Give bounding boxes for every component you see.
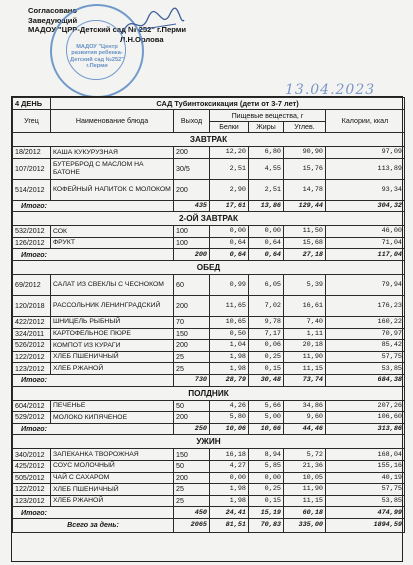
dish-carbs: 16,61 [284, 295, 326, 316]
total-fat: 15,19 [249, 507, 284, 519]
dish-carbs: 5,39 [284, 274, 326, 295]
dish-protein: 10,65 [210, 316, 249, 328]
recipe-number: 123/2012 [13, 495, 51, 507]
dish-kcal: 46,00 [326, 226, 405, 238]
dish-kcal: 97,09 [326, 147, 405, 159]
total-weight: 250 [174, 423, 210, 435]
dish-carbs: 11,90 [284, 351, 326, 363]
total-kcal: 684,38 [326, 374, 405, 386]
recipe-number: 324/2011 [13, 328, 51, 340]
dish-weight: 50 [174, 400, 210, 412]
dish-carbs: 11,90 [284, 484, 326, 496]
recipe-number: 505/2012 [13, 472, 51, 484]
dish-row [13, 412, 405, 424]
grand-total-row [13, 518, 405, 532]
dish-row [13, 179, 405, 200]
dish-carbs: 5,72 [284, 449, 326, 461]
menu-title: САД Тубинтоксикация (дети от 3-7 лет) [51, 98, 405, 110]
col-fat-header: Жиры [249, 122, 284, 133]
dish-row [13, 351, 405, 363]
dish-name: КАША КУКУРУЗНАЯ [51, 147, 174, 159]
grand-total-weight: 2065 [174, 518, 210, 532]
recipe-number: 425/2012 [13, 460, 51, 472]
dish-protein: 1,98 [210, 495, 249, 507]
total-carbs: 60,18 [284, 507, 326, 519]
dish-weight: 200 [174, 179, 210, 200]
recipe-number: 126/2012 [13, 237, 51, 249]
dish-row [13, 237, 405, 249]
dish-weight: 200 [174, 340, 210, 352]
meal-header-row [13, 386, 405, 400]
meal-total-row [13, 249, 405, 261]
dish-fat: 0,15 [249, 495, 284, 507]
meal-total-row [13, 374, 405, 386]
menu-table-frame [11, 96, 403, 562]
dish-carbs: 14,78 [284, 179, 326, 200]
dish-row [13, 340, 405, 352]
dish-kcal: 155,16 [326, 460, 405, 472]
dish-kcal: 53,85 [326, 495, 405, 507]
dish-name: КОМПОТ ИЗ КУРАГИ [51, 340, 174, 352]
grand-total-protein: 81,51 [210, 518, 249, 532]
dish-weight: 25 [174, 484, 210, 496]
dish-kcal: 40,19 [326, 472, 405, 484]
dish-kcal: 57,75 [326, 484, 405, 496]
dish-carbs: 10,05 [284, 472, 326, 484]
dish-fat: 6,05 [249, 274, 284, 295]
total-label: Итого: [13, 249, 174, 261]
recipe-number: 604/2012 [13, 400, 51, 412]
dish-weight: 150 [174, 449, 210, 461]
day-label: 4 ДЕНЬ [13, 98, 51, 110]
dish-kcal: 53,85 [326, 363, 405, 375]
dish-name: МОЛОКО КИПЯЧЕНОЕ [51, 412, 174, 424]
recipe-number: 422/2012 [13, 316, 51, 328]
dish-fat: 8,94 [249, 449, 284, 461]
dish-kcal: 85,42 [326, 340, 405, 352]
meal-header-row [13, 435, 405, 449]
dish-weight: 200 [174, 412, 210, 424]
total-carbs: 27,18 [284, 249, 326, 261]
dish-protein: 0,00 [210, 472, 249, 484]
meal-header-row [13, 260, 405, 274]
dish-weight: 200 [174, 147, 210, 159]
dish-protein: 1,04 [210, 340, 249, 352]
dish-carbs: 15,76 [284, 158, 326, 179]
col-kcal-header: Калории, ккал [326, 110, 405, 133]
recipe-number: 122/2012 [13, 351, 51, 363]
dish-name: ФРУКТ [51, 237, 174, 249]
dish-weight: 25 [174, 495, 210, 507]
dish-name: КАРТОФЕЛЬНОЕ ПЮРЕ [51, 328, 174, 340]
dish-name: ХЛЕБ ПШЕНИЧНЫЙ [51, 351, 174, 363]
dish-name: РАССОЛЬНИК ЛЕНИНГРАДСКИЙ [51, 295, 174, 316]
total-kcal: 474,99 [326, 507, 405, 519]
grand-total-carbs: 335,00 [284, 518, 326, 532]
total-weight: 435 [174, 200, 210, 212]
dish-row [13, 449, 405, 461]
recipe-number: 514/2012 [13, 179, 51, 200]
dish-kcal: 176,23 [326, 295, 405, 316]
meal-header-row [13, 133, 405, 147]
dish-row [13, 460, 405, 472]
meal-title: ЗАВТРАК [13, 133, 405, 147]
meal-total-row [13, 423, 405, 435]
dish-weight: 150 [174, 328, 210, 340]
approval-line: МАДОУ "ЦРР-Детский сад № 252" г.Перми [28, 25, 187, 35]
dish-name: СОУС МОЛОЧНЫЙ [51, 460, 174, 472]
total-carbs: 73,74 [284, 374, 326, 386]
dish-kcal: 93,34 [326, 179, 405, 200]
dish-kcal: 70,97 [326, 328, 405, 340]
dish-name: ПЕЧЕНЬЕ [51, 400, 174, 412]
grand-total-fat: 70,83 [249, 518, 284, 532]
dish-fat: 4,55 [249, 158, 284, 179]
col-recipe-header: Угец [13, 110, 51, 133]
total-fat: 10,66 [249, 423, 284, 435]
dish-kcal: 168,04 [326, 449, 405, 461]
dish-name: ЧАЙ С САХАРОМ [51, 472, 174, 484]
recipe-number: 340/2012 [13, 449, 51, 461]
dish-carbs: 7,40 [284, 316, 326, 328]
total-protein: 17,61 [210, 200, 249, 212]
dish-row [13, 295, 405, 316]
dish-row [13, 400, 405, 412]
dish-protein: 0,99 [210, 274, 249, 295]
dish-fat: 0,06 [249, 340, 284, 352]
total-protein: 28,79 [210, 374, 249, 386]
dish-protein: 0,50 [210, 328, 249, 340]
approval-line: Согласовано [28, 6, 78, 15]
dish-protein: 2,51 [210, 158, 249, 179]
dish-protein: 0,00 [210, 226, 249, 238]
dish-carbs: 20,18 [284, 340, 326, 352]
dish-protein: 12,20 [210, 147, 249, 159]
dish-fat: 0,00 [249, 472, 284, 484]
meal-title: 2-ОЙ ЗАВТРАК [13, 212, 405, 226]
dish-weight: 70 [174, 316, 210, 328]
dish-carbs: 90,90 [284, 147, 326, 159]
recipe-number: 123/2012 [13, 363, 51, 375]
date-stamp: 13.04.2023 [285, 82, 376, 98]
dish-weight: 30/5 [174, 158, 210, 179]
dish-weight: 100 [174, 226, 210, 238]
dish-weight: 25 [174, 363, 210, 375]
total-fat: 0,64 [249, 249, 284, 261]
dish-weight: 50 [174, 460, 210, 472]
approval-line: Л.Н.Орлова [120, 34, 164, 44]
col-weight-header: Выход [174, 110, 210, 133]
meal-total-row [13, 200, 405, 212]
signature [118, 4, 188, 44]
dish-fat: 5,00 [249, 412, 284, 424]
dish-kcal: 207,26 [326, 400, 405, 412]
dish-name: САЛАТ ИЗ СВЕКЛЫ С ЧЕСНОКОМ [51, 274, 174, 295]
total-protein: 0,64 [210, 249, 249, 261]
dish-row [13, 484, 405, 496]
col-protein-header: Белки [210, 122, 249, 133]
dish-protein: 4,27 [210, 460, 249, 472]
dish-carbs: 21,36 [284, 460, 326, 472]
dish-fat: 7,17 [249, 328, 284, 340]
dish-protein: 0,64 [210, 237, 249, 249]
dish-weight: 25 [174, 351, 210, 363]
dish-carbs: 9,60 [284, 412, 326, 424]
dish-fat: 9,78 [249, 316, 284, 328]
dish-fat: 7,02 [249, 295, 284, 316]
dish-name: ХЛЕБ РЖАНОЙ [51, 363, 174, 375]
menu-table [12, 97, 405, 533]
meal-title: УЖИН [13, 435, 405, 449]
dish-name: БУТЕРБРОД С МАСЛОМ НА БАТОНЕ [51, 158, 174, 179]
dish-row [13, 274, 405, 295]
dish-kcal: 71,04 [326, 237, 405, 249]
dish-row [13, 363, 405, 375]
dish-row [13, 495, 405, 507]
dish-fat: 0,25 [249, 351, 284, 363]
total-label: Итого: [13, 200, 174, 212]
total-kcal: 313,86 [326, 423, 405, 435]
dish-protein: 1,98 [210, 351, 249, 363]
dish-carbs: 15,68 [284, 237, 326, 249]
dish-row [13, 472, 405, 484]
dish-name: ШНИЦЕЛЬ РЫБНЫЙ [51, 316, 174, 328]
dish-row [13, 147, 405, 159]
dish-fat: 0,25 [249, 484, 284, 496]
col-nutrients-header: Пищевые вещества, г [210, 110, 326, 122]
grand-total-label: Всего за день: [13, 518, 174, 532]
dish-fat: 0,15 [249, 363, 284, 375]
dish-fat: 0,64 [249, 237, 284, 249]
dish-protein: 2,90 [210, 179, 249, 200]
dish-kcal: 113,89 [326, 158, 405, 179]
dish-carbs: 11,15 [284, 363, 326, 375]
dish-weight: 200 [174, 295, 210, 316]
total-carbs: 129,44 [284, 200, 326, 212]
dish-kcal: 79,94 [326, 274, 405, 295]
total-label: Итого: [13, 374, 174, 386]
total-carbs: 44,46 [284, 423, 326, 435]
total-fat: 13,86 [249, 200, 284, 212]
dish-row [13, 226, 405, 238]
col-name-header: Наименование блюда [51, 110, 174, 133]
total-label: Итого: [13, 423, 174, 435]
dish-name: СОК [51, 226, 174, 238]
dish-protein: 4,26 [210, 400, 249, 412]
dish-row [13, 316, 405, 328]
dish-protein: 1,98 [210, 484, 249, 496]
stamp-text: МАДОУ "Центр развития ребенка-Детский сад №252" г.Перми [70, 44, 124, 70]
dish-fat: 2,51 [249, 179, 284, 200]
dish-weight: 100 [174, 237, 210, 249]
total-protein: 24,41 [210, 507, 249, 519]
recipe-number: 526/2012 [13, 340, 51, 352]
total-weight: 450 [174, 507, 210, 519]
recipe-number: 532/2012 [13, 226, 51, 238]
recipe-number: 18/2012 [13, 147, 51, 159]
dish-carbs: 1,11 [284, 328, 326, 340]
dish-fat: 0,00 [249, 226, 284, 238]
meal-title: ОБЕД [13, 260, 405, 274]
recipe-number: 107/2012 [13, 158, 51, 179]
recipe-number: 529/2012 [13, 412, 51, 424]
total-kcal: 304,32 [326, 200, 405, 212]
total-fat: 30,48 [249, 374, 284, 386]
dish-row [13, 328, 405, 340]
meal-title: ПОЛДНИК [13, 386, 405, 400]
dish-name: ХЛЕБ ПШЕНИЧНЫЙ [51, 484, 174, 496]
recipe-number: 120/2018 [13, 295, 51, 316]
dish-fat: 5,85 [249, 460, 284, 472]
meal-header-row [13, 212, 405, 226]
total-label: Итого: [13, 507, 174, 519]
col-carbs-header: Углев. [284, 122, 326, 133]
dish-fat: 6,80 [249, 147, 284, 159]
dish-kcal: 160,22 [326, 316, 405, 328]
dish-weight: 200 [174, 472, 210, 484]
dish-protein: 5,80 [210, 412, 249, 424]
dish-protein: 1,98 [210, 363, 249, 375]
dish-name: ХЛЕБ РЖАНОЙ [51, 495, 174, 507]
dish-kcal: 106,60 [326, 412, 405, 424]
dish-fat: 5,66 [249, 400, 284, 412]
total-protein: 10,06 [210, 423, 249, 435]
grand-total-kcal: 1894,59 [326, 518, 405, 532]
total-weight: 730 [174, 374, 210, 386]
dish-kcal: 57,75 [326, 351, 405, 363]
recipe-number: 122/2012 [13, 484, 51, 496]
dish-name: КОФЕЙНЫЙ НАПИТОК С МОЛОКОМ [51, 179, 174, 200]
meal-total-row [13, 507, 405, 519]
approval-line: Заведующий [28, 15, 78, 25]
dish-carbs: 11,50 [284, 226, 326, 238]
dish-protein: 11,65 [210, 295, 249, 316]
dish-name: ЗАПЕКАНКА ТВОРОЖНАЯ [51, 449, 174, 461]
dish-protein: 16,18 [210, 449, 249, 461]
total-weight: 200 [174, 249, 210, 261]
dish-row [13, 158, 405, 179]
total-kcal: 117,04 [326, 249, 405, 261]
dish-carbs: 34,86 [284, 400, 326, 412]
dish-weight: 60 [174, 274, 210, 295]
recipe-number: 69/2012 [13, 274, 51, 295]
dish-carbs: 11,15 [284, 495, 326, 507]
